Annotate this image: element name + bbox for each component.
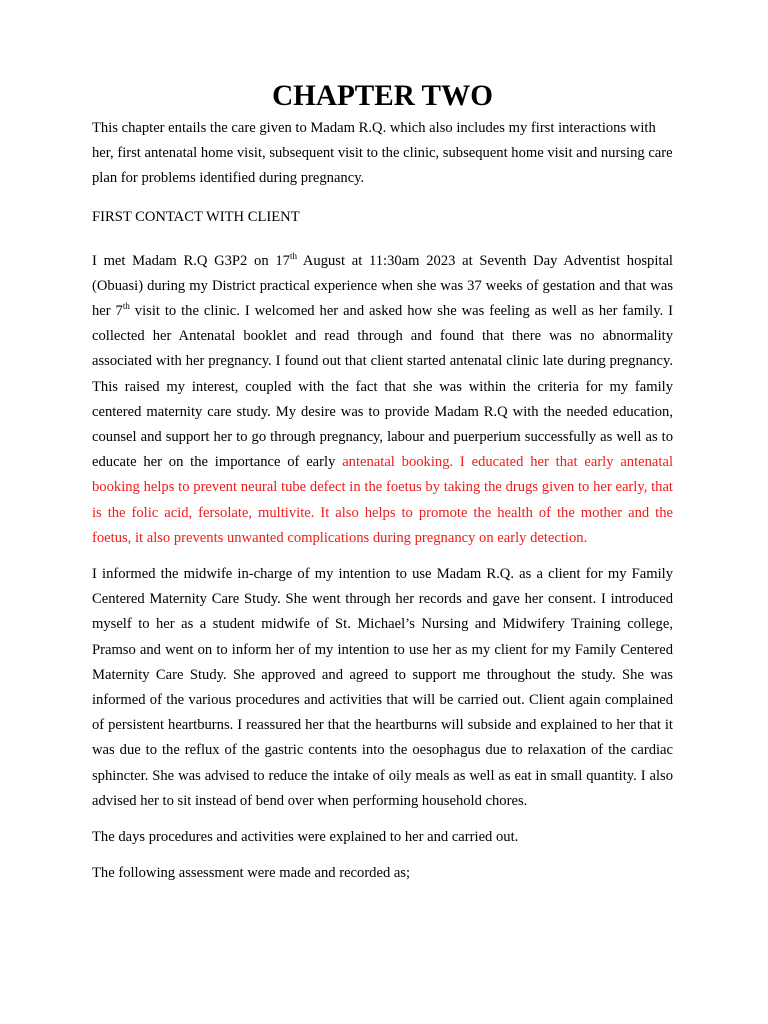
paragraph-text: August at 11:30am 2023 at Seventh Day Adventist hospital (Obuasi) during my District practical experience when she was 37 weeks of gestation and that was her 7 <box>92 252 673 320</box>
assessment-paragraph: The following assessment were made and recorded as; <box>92 865 411 882</box>
procedures-paragraph: The days procedures and activities were explained to her and carried out. <box>92 829 519 846</box>
chapter-title: CHAPTER TWO <box>272 80 493 112</box>
paragraph-text: I met Madam R.Q G3P2 on 17 <box>92 252 290 269</box>
first-contact-paragraph <box>92 249 673 551</box>
superscript-ordinal: th <box>289 250 297 261</box>
midwife-consent-paragraph: I informed the midwife in-charge of my intention to use Madam R.Q. as a client for my Family Centered Maternity Care Study. She went through her records and gave her consent. I introduced myself to her as a student midwife of St. Michael’s Nursing and Midwifery Training college, Pramso and went on to inform her of my intention to use her as my client for my Family Centered Maternity Care Study. She approved and agreed to support me throughout the study. She was informed of the various procedures and activities that will be carried out. Client again complained of persistent heartburns. I reassured her that the heartburns will subside and explained to her that it was due to the reflux of the gastric contents into the oesophagus due to relaxation of the cardiac sphincter. She was advised to reduce the intake of oily meals as well as eat in small quantity. I also advised her to sit instead of bend over when performing household chores. <box>92 566 673 809</box>
section-heading: FIRST CONTACT WITH CLIENT <box>92 208 300 225</box>
document-page <box>92 80 673 886</box>
paragraph-text: visit to the clinic. I welcomed her and asked how she was feeling as well as her family. I collected her Antenatal booklet and read through and found that there was no abnormality associated with her pregnancy. I found out that client started antenatal clinic late during pregnancy. This raised my interest, coupled with the fact that she was within the criteria for my family centered maternity care study. My desire was to provide Madam R.Q with the needed education, counsel and support her to go through pregnancy, labour and puerperium successfully as well as to educate her on the importance of early <box>92 303 673 471</box>
superscript-ordinal: th <box>122 301 130 312</box>
highlighted-text: antenatal booking. I educated her that early antenatal booking helps to prevent neural tube defect in the foetus by taking the drugs given to her early, that is the folic acid, fersolate, multivite. It also helps to promote the health of the mother and the foetus, it also prevents unwanted complications during pregnancy on early detection. <box>92 454 673 546</box>
intro-paragraph: This chapter entails the care given to Madam R.Q. which also includes my first interactions with her, first antenatal home visit, subsequent visit to the clinic, subsequent home visit and nursing care plan for problems identified during pregnancy. <box>92 120 673 187</box>
